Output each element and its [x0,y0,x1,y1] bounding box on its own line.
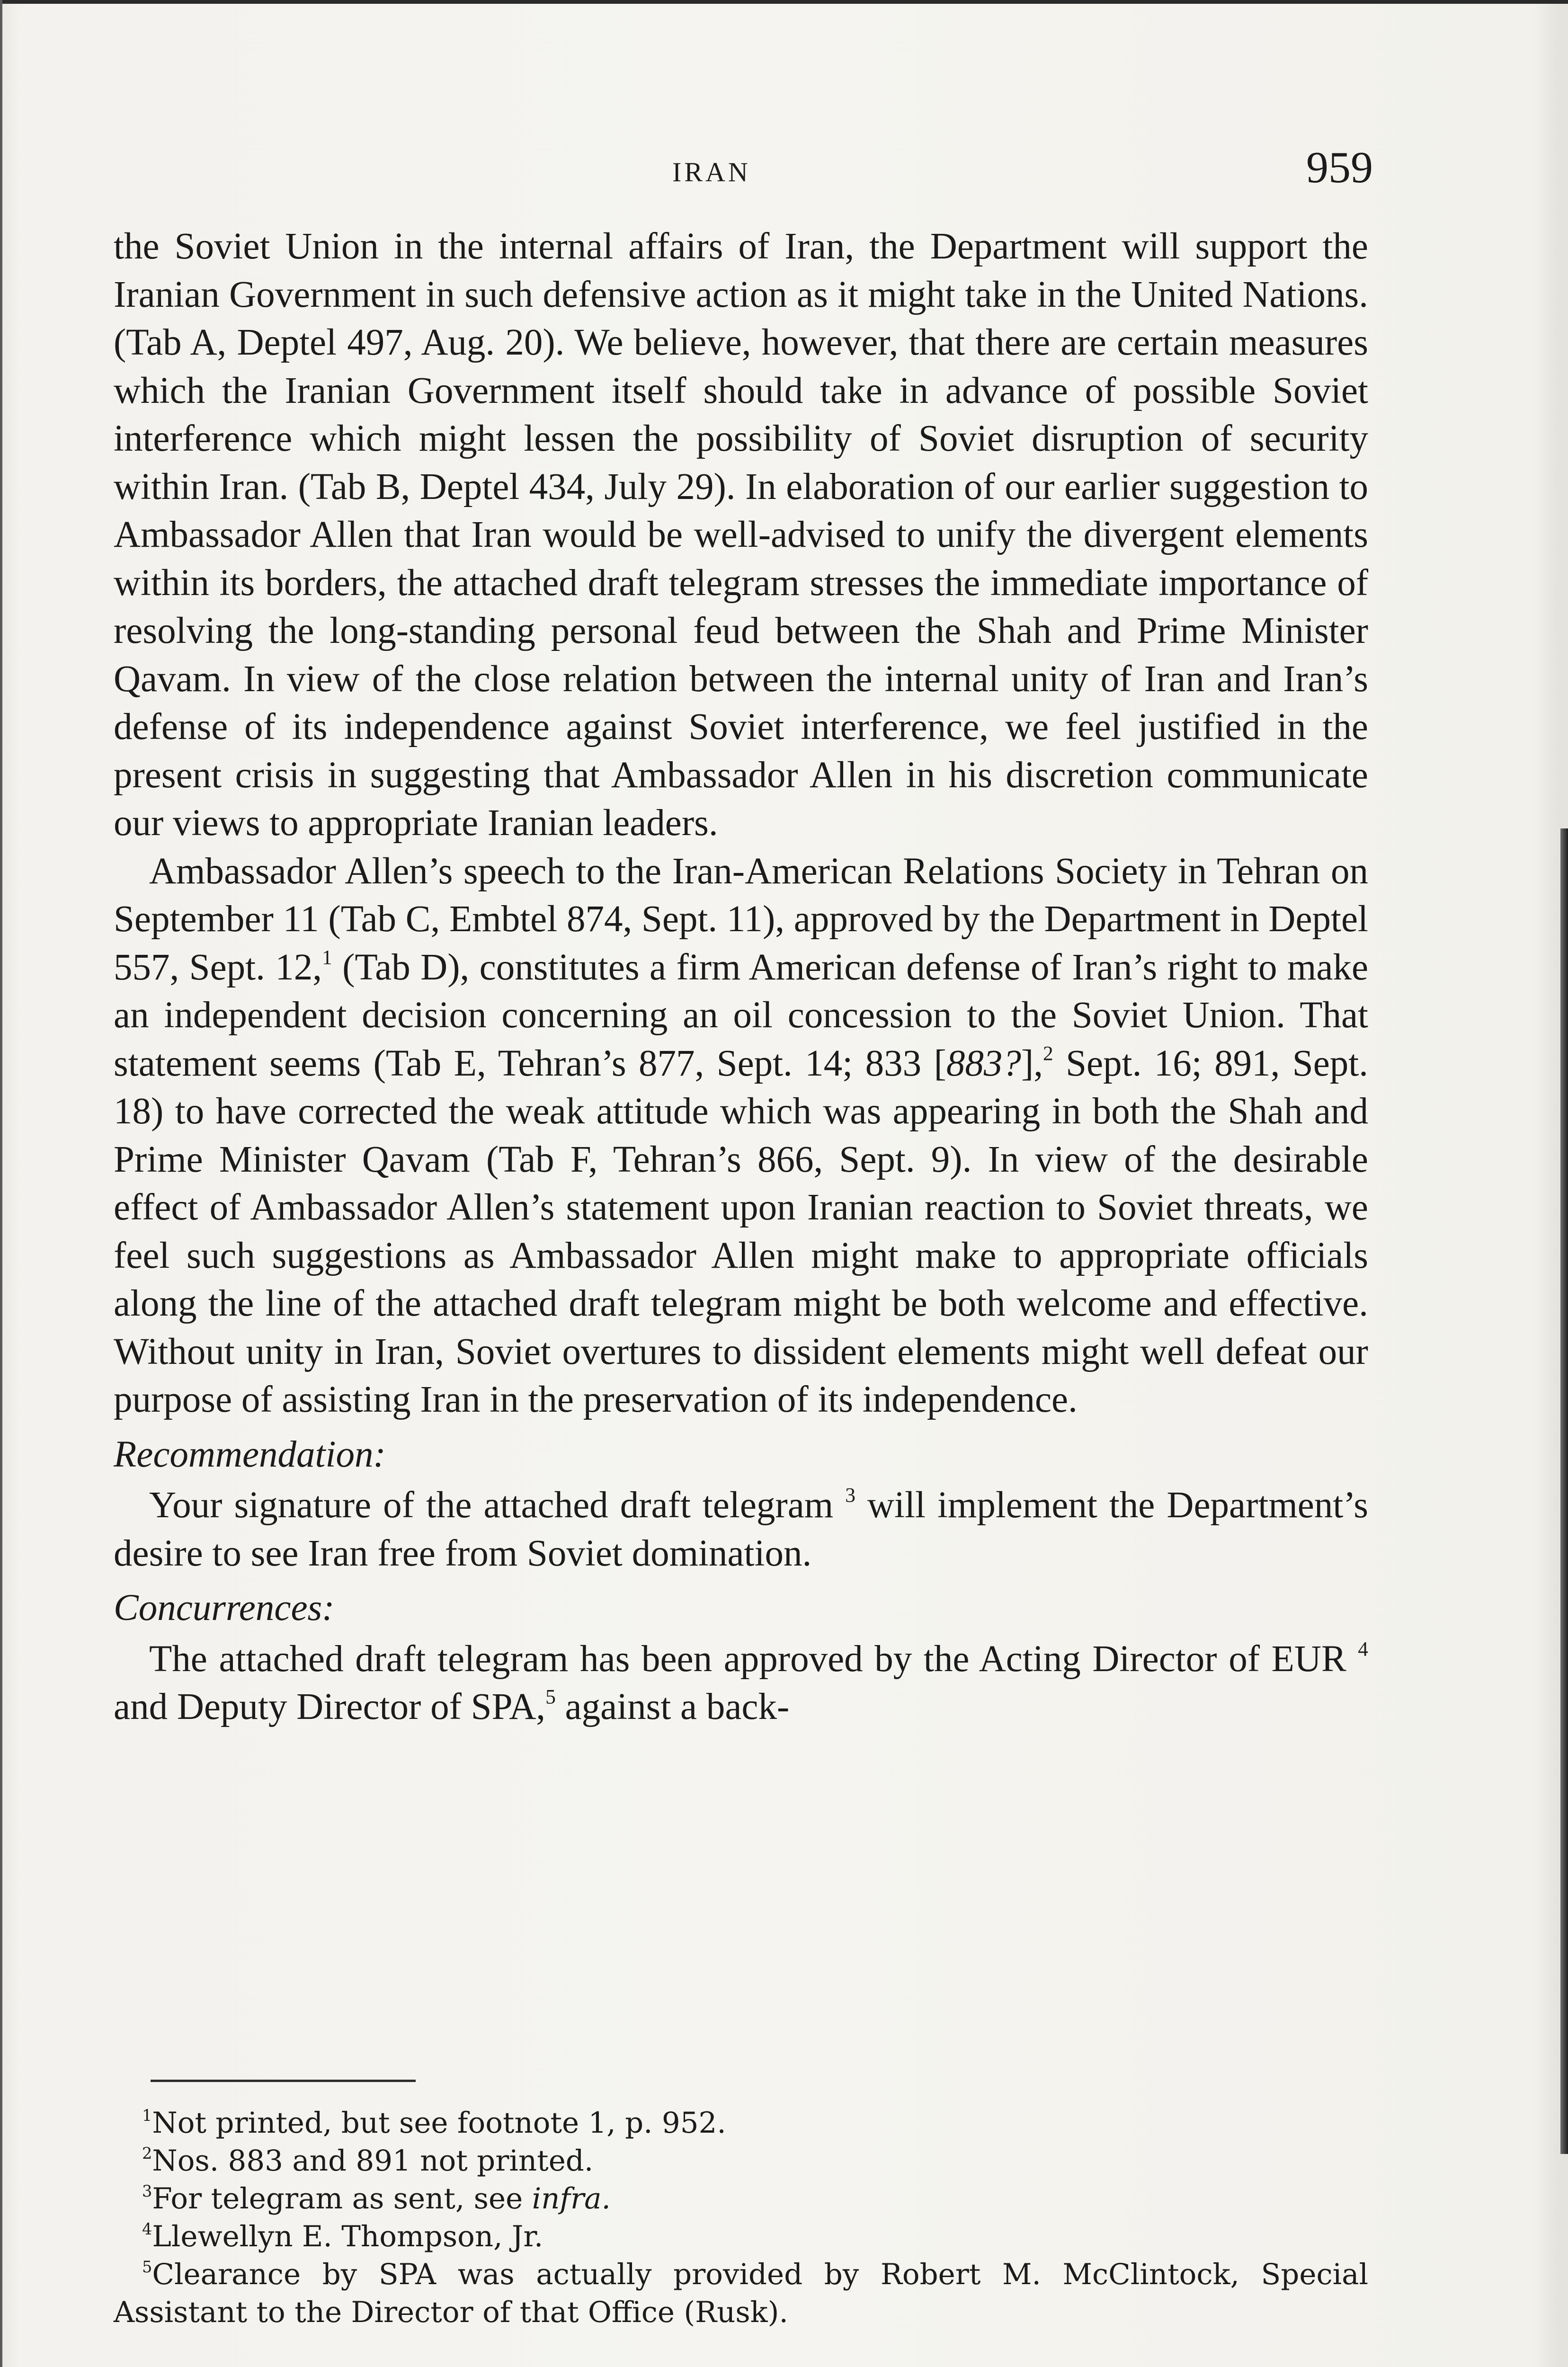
footnote [114,2256,1368,2331]
paragraph [114,1481,1368,1577]
scan-top-edge [0,0,1568,4]
footnote-rule [151,2080,416,2082]
text-run: the Soviet Union in the internal affairs of Iran, the Department will support the Iranian Government in such defensive action as it might take in the United Nations. (Tab A, Deptel 497, Aug. 20). We believe, however, that there are certain measures which the Iranian Government itself should take in advance of possible Soviet interference which might lessen the possibility of Soviet disruption of security within Iran. (Tab B, Deptel 434, July 29). In elaboration of our earlier suggestion to Ambassador Allen that Iran would be well-advised to unify the divergent elements within its borders, the attached draft telegram stresses the immediate importance of resolving the long-standing personal feud between the Shah and Prime Minister Qavam. In view of the close relation between the internal unity of Iran and Iran’s defense of its independence against Soviet interference, we feel justified in the present crisis in suggesting that Ambassador Allen in his discretion communicate our views to appropriate Iranian leaders. [114,226,1368,844]
paragraph [114,222,1368,847]
footnote-reference: 3 [845,1484,855,1507]
footnote [114,2104,1368,2142]
running-head: IRAN [672,157,751,187]
page-header [114,142,1373,199]
text-run: Not printed, but see footnote 1, p. 952. [152,2106,726,2140]
paragraph [114,847,1368,1424]
footnote-mark: 5 [142,2257,152,2276]
footnote-reference: 2 [1042,1041,1053,1065]
scan-right-edge [1560,828,1568,2154]
section-heading: Recommendation: [114,1433,386,1475]
text-run: ], [1021,1042,1043,1084]
text-run: Llewellyn E. Thompson, Jr. [152,2220,543,2253]
text-run: Clearance by SPA was actually provided by Robert M. McClintock, Special Assistant to the Director of that Office (Rusk). [114,2258,1368,2329]
text-run: will implement the Department’s desire to see Iran free from Soviet domination. [114,1485,1368,1574]
footnote-reference: 5 [545,1685,556,1709]
footnote-reference: 4 [1358,1637,1368,1660]
italic-text: infra. [532,2182,611,2216]
text-run: For telegram as sent, see [152,2182,532,2216]
footnote-mark: 3 [142,2181,152,2200]
body-text [114,222,1368,1731]
page-number: 959 [1306,143,1373,192]
text-run: and Deputy Director of SPA, [114,1686,546,1727]
footnote-mark: 2 [142,2144,152,2162]
footnote [114,2180,1368,2218]
text-run: (Tab D), constitutes a firm American defense of Iran’s right to make an independent decision concerning an oil concession to the Soviet Union. That statement seems (Tab E, Tehran’s 877, Sept. 14; 833 [ [114,946,1369,1084]
text-run: The attached draft telegram has been approved by the Acting Director of EUR [149,1638,1358,1680]
footnote-reference: 1 [322,945,332,969]
text-run: against a back- [555,1686,790,1727]
italic-text: 883? [946,1042,1021,1084]
section-heading: Concurrences: [114,1587,335,1628]
paragraph [114,1635,1368,1731]
text-run: Ambassador Allen’s speech to the Iran-American Relations Society in Tehran on September 11 (Tab C, Embtel 874, Sept. 11), approved by the Department in Deptel 557, Sept. 12, [114,850,1368,988]
text-run: Your signature of the attached draft telegram [149,1485,846,1526]
footnote-mark: 1 [142,2106,152,2125]
text-run: Sept. 16; 891, Sept. 18) to have corrected the weak attitude which was appearing in both the Shah and Prime Minister Qavam (Tab F, Tehran’s 866, Sept. 9). In view of the desirable effect of Ambassador Allen’s statement upon Iranian reaction to Soviet threats, we feel such suggestions as Ambassador Allen might make to appropriate officials along the line of the attached draft telegram might be both welcome and effective. Without unity in Iran, Soviet overtures to dissident elements might well defeat our purpose of assisting Iran in the preservation of its independence. [114,1042,1368,1420]
footnotes [114,2104,1368,2331]
footnote [114,2142,1368,2180]
text-run: Nos. 883 and 891 not printed. [152,2144,594,2178]
footnote [114,2218,1368,2256]
scan-left-edge [0,0,2,2367]
footnote-mark: 4 [142,2219,152,2238]
